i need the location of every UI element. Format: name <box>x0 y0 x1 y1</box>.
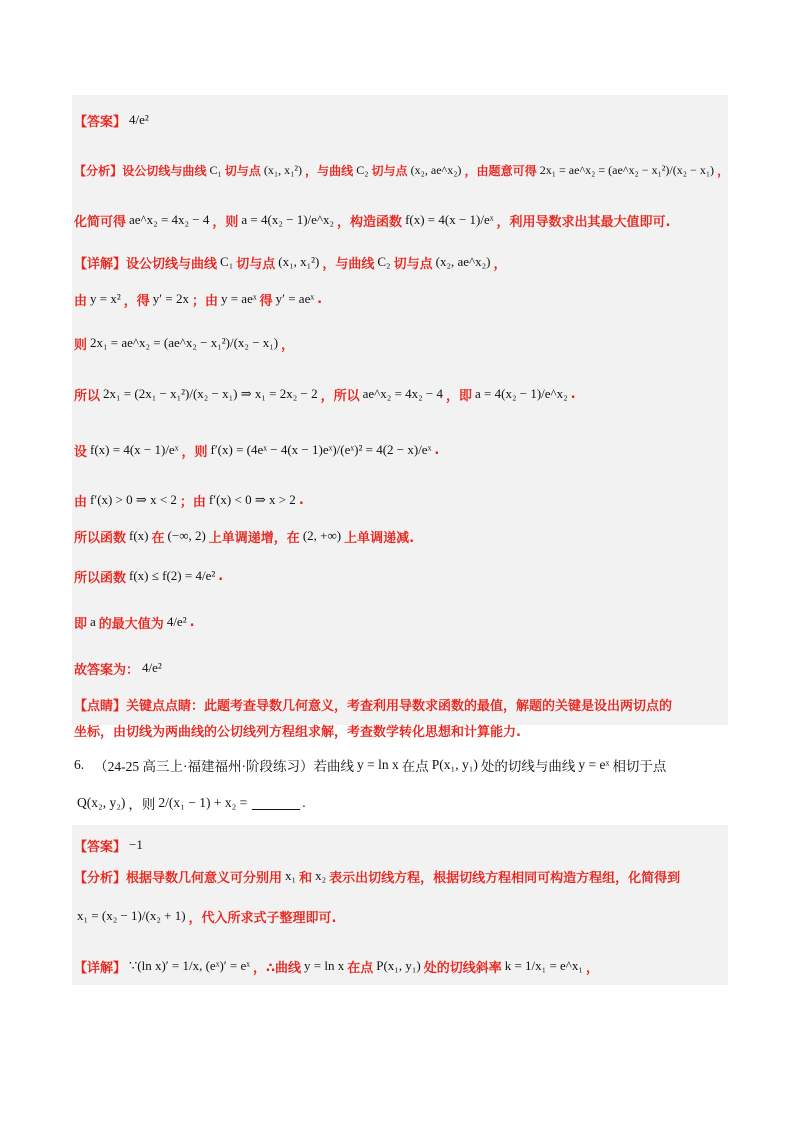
math: Q(x₂, y₂) <box>77 795 126 810</box>
math: (x₁, x₁²) <box>278 254 320 269</box>
math: f(x) = 4(x − 1)/eˣ <box>405 212 494 227</box>
math: f′(x) > 0 ⇒ x < 2 <box>90 492 177 507</box>
math: 4/e² <box>142 660 162 675</box>
math: (x₂, ae^x₂) <box>410 162 462 177</box>
math: (−∞, 2) <box>167 528 206 543</box>
answer-math: −1 <box>129 837 143 852</box>
detail6-line-1 <box>74 948 728 984</box>
text: ， <box>281 337 295 353</box>
text: 上单调递减. <box>344 530 415 546</box>
detail-line-5 <box>74 430 728 470</box>
comment-line-2 <box>74 718 728 742</box>
text: . <box>302 795 306 810</box>
math: a <box>90 614 96 629</box>
math: ∵(ln x)′ = 1/x, (eˣ)′ = eˣ <box>129 958 250 973</box>
math: (x₂, ae^x₂) <box>435 254 491 269</box>
text: 即 <box>74 616 88 632</box>
analysis-label: 【分析】 <box>74 163 123 178</box>
math: x₁ = (x₂ − 1)/(x₂ + 1) <box>77 908 186 923</box>
math: f(x) ≤ f(2) = 4/e² <box>129 568 216 583</box>
text: 切与点 <box>224 163 261 178</box>
math: x₁ <box>285 868 297 883</box>
text: ，则 <box>181 444 208 460</box>
text: 则 <box>74 337 88 353</box>
detail-line-9 <box>74 606 728 638</box>
text: 根据导数几何意义可分别用 <box>126 870 283 886</box>
text: 切与点 <box>236 256 276 272</box>
text: 设公切线与曲线 <box>122 163 207 178</box>
math: 2x₁ = ae^x₂ = (ae^x₂ − x₁²)/(x₂ − x₁) <box>539 162 715 177</box>
math: k = 1/x₁ = e^x₁ <box>504 958 583 973</box>
detail-line-6 <box>74 486 728 514</box>
math: f′(x) = (4eˣ − 4(x − 1)eˣ)/(eˣ)² = 4(2 − x)/eˣ <box>210 442 432 457</box>
text: 切与点 <box>393 256 433 272</box>
detail-line-2 <box>74 285 728 313</box>
text: 设公切线与曲线 <box>126 256 218 272</box>
math: (x₁, x₁²) <box>263 162 303 177</box>
text: ；由 <box>179 494 206 510</box>
math: f′(x) < 0 ⇒ x > 2 <box>208 492 296 507</box>
text: 处的切线与曲线 <box>480 759 576 774</box>
detail-line-4 <box>74 376 728 412</box>
detail-line-8 <box>74 560 728 592</box>
math: C₂ <box>356 162 369 177</box>
text: ，得 <box>123 293 150 309</box>
math: f(x) <box>129 528 149 543</box>
text: 相切于点 <box>612 759 667 774</box>
math: y = ln x <box>304 958 345 973</box>
math: 2/(x₁ − 1) + x₂ = <box>158 795 248 810</box>
question-6-line-1 <box>74 752 728 778</box>
math: y = x² <box>90 291 121 306</box>
math: 2x₁ = ae^x₂ = (ae^x₂ − x₁²)/(x₂ − x₁) <box>90 335 279 350</box>
text: ，代入所求式子整理即可. <box>188 910 337 926</box>
text: ；由 <box>191 293 218 309</box>
text: 表示出切线方程，根据切线方程相同可构造方程组，化简得到 <box>329 870 681 886</box>
text: 若曲线 <box>313 759 354 774</box>
answer-row-6 <box>74 832 728 858</box>
math: y = aeˣ <box>220 291 257 306</box>
text: ，由题意可得 <box>464 163 537 178</box>
text: . <box>317 291 323 307</box>
text: . <box>298 492 304 508</box>
text: ，∴曲线 <box>252 960 302 976</box>
text: ， <box>717 163 730 178</box>
text: 故答案为： <box>74 662 140 678</box>
text: ，所以 <box>320 388 360 404</box>
text: 和 <box>299 870 313 886</box>
math: ae^x₂ = 4x₂ − 4 <box>362 386 444 401</box>
math: a = 4(x₂ − 1)/e^x₂ <box>241 212 335 227</box>
analysis6-line-2 <box>74 898 728 934</box>
text: . <box>570 386 576 402</box>
text: ，与曲线 <box>305 163 354 178</box>
analysis6-line-1 <box>74 862 728 890</box>
text: 关键点点睛：此题考查导数几何意义，考查利用导数求函数的最值，解题的关键是设出两切点的 <box>126 698 673 714</box>
math: f(x) = 4(x − 1)/eˣ <box>90 442 179 457</box>
math: (2, +∞) <box>302 528 342 543</box>
detail-line-7 <box>74 522 728 550</box>
question-number: 6. <box>74 757 85 772</box>
answer-label: 【答案】 <box>74 839 127 855</box>
detail-line-10 <box>74 652 728 684</box>
math: P(x₁, y₁) <box>431 757 478 772</box>
math: P(x₁, y₁) <box>376 958 421 973</box>
text: ，与曲线 <box>322 256 375 272</box>
text: ， <box>585 960 599 976</box>
text: . <box>218 568 224 584</box>
text: 化简可得 <box>74 214 127 230</box>
text: 在 <box>151 530 165 546</box>
text: 的最大值为 <box>98 616 164 632</box>
comment-label: 【点睛】 <box>74 698 127 714</box>
math: y′ = aeˣ <box>275 291 315 306</box>
analysis-label: 【分析】 <box>74 870 127 886</box>
text: 所以函数 <box>74 530 127 546</box>
math: C₂ <box>377 254 391 269</box>
text: . <box>434 442 440 458</box>
text: ，则 <box>128 797 156 812</box>
answer-label: 【答案】 <box>74 114 127 130</box>
math: C₁ <box>220 254 234 269</box>
text: ，利用导数求出其最大值即可. <box>496 214 671 230</box>
math: a = 4(x₂ − 1)/e^x₂ <box>475 386 568 401</box>
math: y = ln x <box>357 757 399 772</box>
text: 设 <box>74 444 88 460</box>
detail-label: 【详解】 <box>74 960 127 976</box>
question-6-line-2 <box>74 786 728 820</box>
detail-line-1 <box>74 248 728 276</box>
math: 2x₁ = (2x₁ − x₁²)/(x₂ − x₁) ⇒ x₁ = 2x₂ − 2 <box>103 386 318 401</box>
text: 由 <box>74 494 88 510</box>
text: 在点 <box>401 759 429 774</box>
answer-row <box>74 104 728 136</box>
math: ae^x₂ = 4x₂ − 4 <box>129 212 210 227</box>
math: y = eˣ <box>578 757 610 772</box>
answer-blank <box>252 797 300 810</box>
text: 切与点 <box>371 163 408 178</box>
text: ，即 <box>446 388 473 404</box>
text: 得 <box>259 293 273 309</box>
detail-line-3 <box>74 325 728 361</box>
text: ， <box>493 256 507 272</box>
text: 上单调递增，在 <box>208 530 300 546</box>
text: 坐标，由切线为两曲线的公切线列方程组求解，考查数学转化思想和计算能力. <box>74 724 521 740</box>
text: 由 <box>74 293 88 309</box>
comment-line-1 <box>74 692 728 716</box>
text: ，构造函数 <box>337 214 403 230</box>
text: 所以 <box>74 388 101 404</box>
math: C₁ <box>209 162 222 177</box>
text: 在点 <box>347 960 374 976</box>
analysis-line-2 <box>74 202 728 238</box>
answer-math: 4/e² <box>129 112 149 127</box>
text: . <box>189 614 195 630</box>
question-source: （24-25 高三上·福建福州·阶段练习） <box>94 759 314 774</box>
math: 4/e² <box>166 614 187 629</box>
text: 所以函数 <box>74 570 127 586</box>
math: y′ = 2x <box>152 291 189 306</box>
math: x₂ <box>315 868 327 883</box>
detail-label: 【详解】 <box>74 256 127 272</box>
text: ，则 <box>212 214 239 230</box>
text: 处的切线斜率 <box>423 960 502 976</box>
analysis-line-1 <box>74 152 728 188</box>
